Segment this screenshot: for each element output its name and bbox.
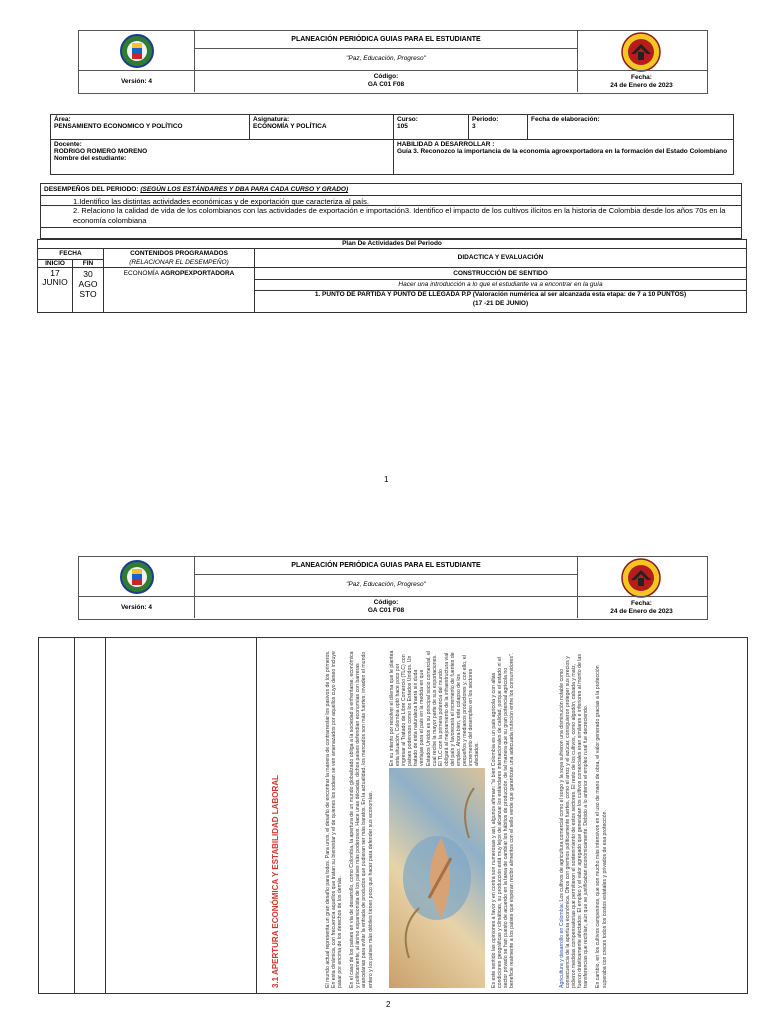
course-label: Curso:: [397, 116, 418, 123]
document-title-2: PLANEACIÓN PERIÓDICA GUIAS PARA EL ESTUDIANTE: [195, 557, 577, 575]
performance-note: (SEGÚN LOS ESTÁNDARES Y DBA PARA CADA CURSO Y GRADO): [140, 186, 349, 193]
header-date: [576, 70, 707, 96]
motto-2: "Paz, Educación, Progreso": [195, 574, 577, 597]
performance-item-1: 1.Identifico las distintas actividades económicas y de exportación que caracteriza al país.: [41, 195, 741, 206]
header-center: [194, 31, 578, 92]
page2-header: [78, 556, 708, 620]
version-label: Versión: 4: [79, 70, 194, 93]
code-label: Código:: [373, 73, 399, 80]
page-number-2: 2: [386, 1000, 391, 1009]
agriculture-text: Los cultivos de agricultura comercial como el sorgo y la soya sufrieron una disminución notable como consecuencia de la apertura económica. Otros con gremios políticamente fuertes, como el arroz y el azúcar, consiguieron proteger sus precios y pidieron medidas compensatorias que permitieron el sostenimiento de estos sectores. El resto de los cultivos, como algodón, cebada y maíz, fueron drásticamente afectados. El empleo y el valor agregado que generaban los cultivos comerciales eran similares e inferiores al monto de las transferencias que recibían, aún que se justificaban económicamente. Debido a lo anterior el empleo rural fue decreciendo.: [559, 654, 590, 988]
document-title: PLANEACIÓN PERIÓDICA GUIAS PARA EL ESTUDIANTE: [195, 31, 577, 49]
period-cell: [468, 114, 528, 140]
elaboration-date-label: Fecha de elaboración:: [531, 116, 600, 123]
article-col1-p1: El mundo actual representa un gran desafío para todos. Para unos, el desafío de encontrar la manera de contrarrestar los pasivos de los primeros. En esta dinámica, con frecuencia aquellos que tratan su bienestar y el de quienes los rodean se ven amenazados por aquellos cuyo deseo incluye pasar por encima de los derechos de los demás.: [325, 650, 344, 988]
col-divider-3: [256, 638, 257, 993]
teacher-label: Docente:: [54, 141, 82, 148]
punto-partida: [255, 290, 746, 308]
article-col1-p2: En el caso de los países en vía de desarrollo, como Colombia, la apertura de un mundo globalizado obliga a la sociedad a enfrentarse, económica y políticamente, al ánimo expansionista de los países más poderosos. Hace unas décadas, dichos países defendían economías con barreras arancelarias para evitar la entrada de productos que pudieran ser más baratos. En la actualidad, los mercados son más fuertes; invaden el mundo entero y los países más débiles tienen poco que hacer para defender sus economías.: [349, 651, 374, 988]
date-value: 24 de Enero de 2023: [610, 82, 673, 89]
relacionar-label: (RELACIONAR EL DESEMPEÑO): [129, 259, 229, 266]
header-right: [576, 31, 707, 92]
teacher-value: RODRIGO ROMERO MORENO: [54, 148, 148, 155]
performance-item-2: 2. Relaciono la calidad de vida de los colombianos con las actividades de exportación e importación3. Identifico el impacto de los cultivos ilícitos en la historia de Colombia desde los años 70s en la economía colombiana: [41, 206, 741, 228]
area-value: PENSAMIENTO ECONOMICO Y POLÍTICO: [54, 123, 183, 130]
document-code: [195, 70, 577, 95]
course-value: 105: [397, 123, 408, 130]
handshake-globe-icon: [389, 768, 485, 988]
page1-header: [78, 30, 708, 94]
skill-label: HABILIDAD A DESARROLLAR :: [397, 141, 495, 148]
skill-value: Guía 3. Reconozco la importancia de la economía agroexportadora en la formación del Estado Colombiano: [397, 148, 728, 155]
motto: "Paz, Educación, Progreso": [195, 48, 577, 71]
fin-value: 30 AGO STO: [78, 269, 98, 299]
content-value-part1: ECONOMÍA: [123, 270, 161, 277]
didactica-cell: [254, 267, 747, 313]
performance-box: [40, 183, 742, 239]
performance-heading: [44, 186, 348, 193]
school-crest-icon: [119, 559, 155, 599]
page-number-1: 1: [384, 475, 389, 484]
school-crest-icon: [119, 33, 155, 73]
teacher-cell: [50, 139, 394, 175]
performance-label: DESEMPEÑOS DEL PERIODO:: [44, 186, 139, 193]
punto-text: 1. PUNTO DE PARTIDA Y PUNTO DE LLEGADA P.P (Valoración numérica al ser alcanzada esta etapa: de 7 a 10 PUNTOS): [314, 291, 687, 298]
page2-table: [38, 637, 748, 994]
inicio-cell: [37, 267, 73, 313]
plan-title: Plan De Actividades Del Periodo: [37, 239, 747, 249]
document-code-2: [195, 596, 577, 621]
article-column-4: [559, 650, 608, 988]
header-right-2: [576, 557, 707, 618]
header-date-2: [576, 596, 707, 622]
fin-cell: [72, 267, 104, 313]
construccion-heading: CONSTRUCCIÓN DE SENTIDO: [255, 268, 746, 280]
article-rotated: [269, 650, 739, 990]
article-column-1: [325, 650, 374, 988]
skill-cell: [393, 139, 734, 175]
period-label: Periodo:: [472, 116, 499, 123]
inicio-value: 17 JUNIO: [42, 268, 68, 287]
article-column-3: Es este sentido las opiniones a favor y en contra son numerosas y así, algunos afirman: "si bien Colombia es un país agrícola y con altas condiciones geográficas y climáticas, su producción está muy lejos de alcanzar los estándares internacionales de calidad, porque el estado ni el sector privado se han puesto de acuerdo en la tarea de cambiar los hábitos de producción, de tal manera que su gran potencial agrícola no beneficie realmente a los países que esperan recibir alimentos con el sello verde que garantizan una adecuada nutrición entre los consumidores".: [491, 652, 516, 988]
content-cell: [103, 267, 255, 313]
student-label: Nombre del estudiante:: [54, 155, 127, 162]
date-label-2: Fecha:: [631, 600, 652, 607]
elaboration-date-cell: [527, 114, 734, 140]
subject-value: ECONOMÍA Y POLÍTICA: [253, 123, 327, 130]
period-value: 3: [472, 123, 476, 130]
subject-cell: [249, 114, 394, 140]
article-image: [389, 768, 485, 988]
date-value-2: 24 de Enero de 2023: [610, 608, 673, 615]
code-value: GA C01 F08: [367, 81, 405, 88]
code-value-2: GA C01 F08: [367, 607, 405, 614]
course-cell: [393, 114, 469, 140]
fin-header: FIN: [72, 259, 104, 268]
punto-dates: (17 -21 DE JUNIO): [472, 300, 529, 307]
didactica-header: DIDACTICA Y EVALUACIÓN: [254, 248, 747, 268]
article-col4-p2: En cambio, en los cultivos campesinos, que son mucho más intensivos en el uso de mano de obra, el valor generado gracias a la protección superaba con creces todos los costos estatales y privados de esa protección.: [595, 665, 608, 988]
subject-label: Asignatura:: [253, 116, 290, 123]
area-label: Área:: [54, 116, 71, 123]
article-heading: 3.1 APERTURA ECONÓMICA Y ESTABILIDAD LABORAL: [271, 775, 280, 988]
date-label: Fecha:: [631, 74, 652, 81]
article-inner: [269, 650, 739, 988]
institution-seal-icon: [621, 558, 661, 598]
inicio-header: INICIO: [37, 259, 73, 268]
content-value-part2: AGROPEXPORTADORA: [160, 270, 235, 277]
agriculture-heading: Agricultura y desarrollo en Colombia:: [559, 902, 565, 988]
contenidos-header: [103, 248, 255, 268]
col-divider-1: [74, 638, 75, 993]
area-cell: [50, 114, 250, 140]
header-center-2: [194, 557, 578, 618]
article-column-2: En su intento por resolver el dilema que le plantea esta situación, Colombia optó hace poco por ingresar al Tratado de Libre Comercio (TLC) con países poderosos como los Estados Unidos. Un tratado de esta naturaleza traerá sin duda ventajas para el país en la medida en que Estados Unidos es su principal socio comercial, el cual recibe la mayor parte de sus exportaciones. El TLC con la primera potencia del mundo obligará al mejoramiento de la infraestructura vial del país y favorecerá el incremento de fuentes de empleo. Ahora bien, este colapso de los pequeños y medianos productores y, con ello, el incremento del desempleo en los sectores afectados.: [389, 650, 481, 766]
contenidos-label: CONTENIDOS PROGRAMADOS: [130, 250, 228, 257]
school-logo-cell-2: [79, 557, 194, 618]
fecha-header: FECHA: [37, 248, 104, 260]
institution-seal-icon: [621, 32, 661, 72]
school-logo-cell: [79, 31, 194, 92]
version-label-2: Versión: 4: [79, 596, 194, 619]
intro-text: Hacer una introducción a lo que el estudiante va a encontrar en la guía: [255, 279, 746, 291]
code-label-2: Código:: [373, 599, 399, 606]
col-divider-2: [105, 638, 106, 993]
